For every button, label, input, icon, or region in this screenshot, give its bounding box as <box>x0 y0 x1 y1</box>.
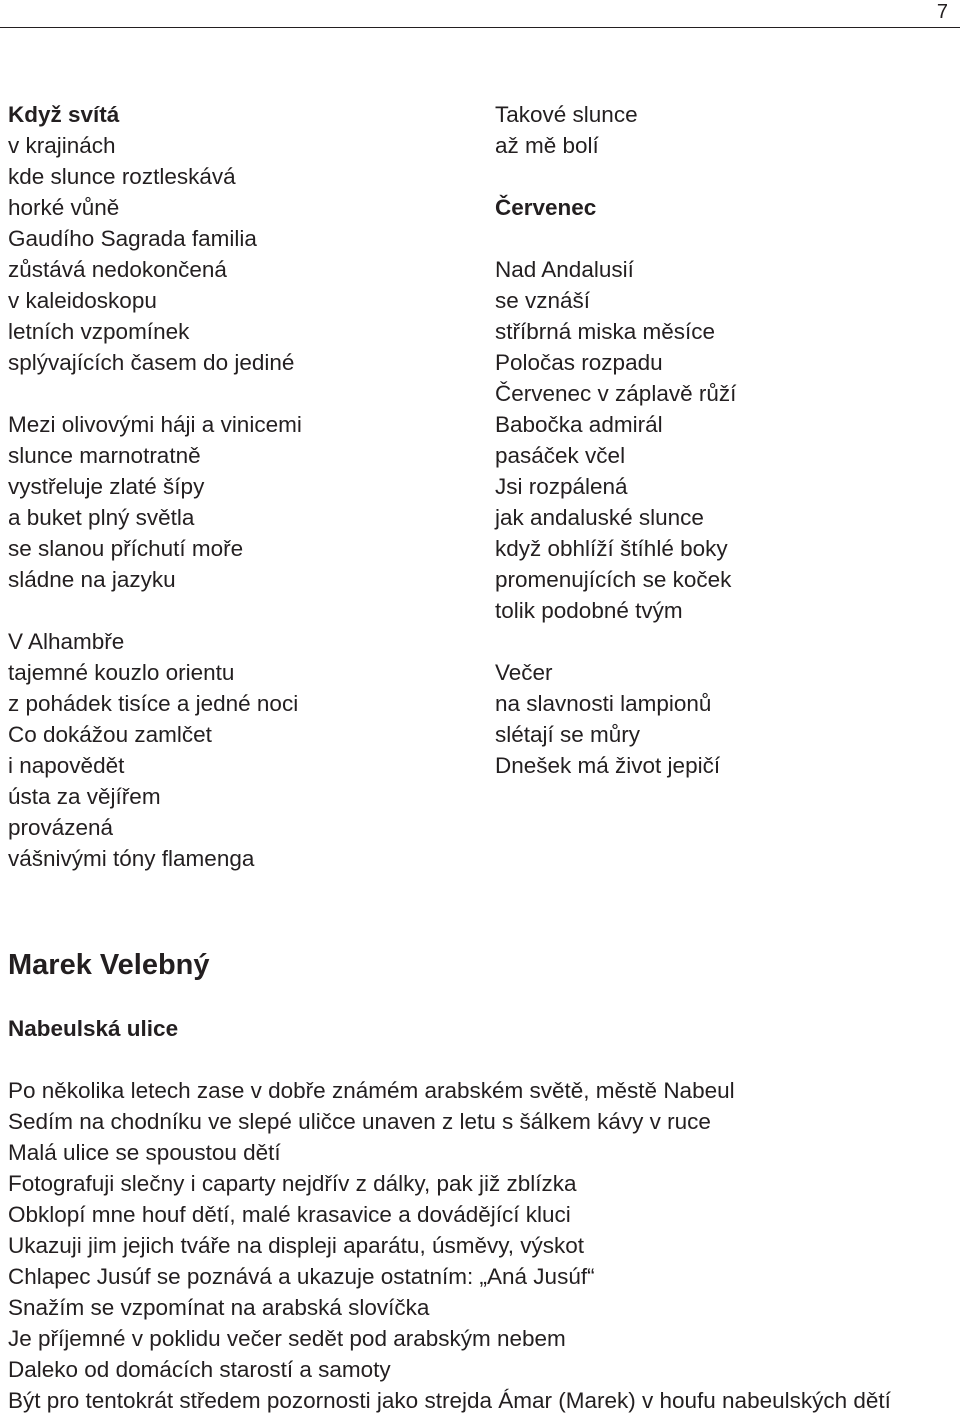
poem-line: V Alhambře <box>8 629 125 654</box>
stanza-break <box>8 378 302 409</box>
poem-line: Večer <box>495 660 553 685</box>
poem-line: Nad Andalusií <box>495 257 634 282</box>
poem-line: vášnivými tóny flamenga <box>8 846 255 871</box>
poem-line: se vznáší <box>495 288 591 313</box>
poem-line: Sedím na chodníku ve slepé uličce unaven z letu s šálkem kávy v ruce <box>8 1109 711 1134</box>
header-rule <box>0 27 960 28</box>
stanza-break <box>8 595 302 626</box>
poem-line: Když svítá <box>8 102 120 127</box>
poem-line: jak andaluské slunce <box>495 505 704 530</box>
poem-line: Jsi rozpálená <box>495 474 628 499</box>
stanza-break <box>495 223 736 254</box>
poem-line: v krajinách <box>8 133 116 158</box>
poem-line: Dnešek má život jepičí <box>495 753 721 778</box>
poem-line: tajemné kouzlo orientu <box>8 660 235 685</box>
poem-line: letních vzpomínek <box>8 319 190 344</box>
poem-line: slétají se můry <box>495 722 641 747</box>
poem-line: Fotografuji slečny i caparty nejdřív z dálky, pak již zblízka <box>8 1171 577 1196</box>
poem-line: sládne na jazyku <box>8 567 176 592</box>
poem-line: v kaleidoskopu <box>8 288 157 313</box>
poem-title: Nabeulská ulice <box>8 1016 179 1041</box>
author-name: Marek Velebný <box>8 949 210 981</box>
poem-line: pasáček včel <box>495 443 626 468</box>
stanza-break <box>495 161 736 192</box>
poem-title: Červenec <box>495 195 597 220</box>
poem-line: promenujících se koček <box>495 567 732 592</box>
poem-line: stříbrná miska měsíce <box>495 319 716 344</box>
poem-line: z pohádek tisíce a jedné noci <box>8 691 299 716</box>
poem-line: vystřeluje zlaté šípy <box>8 474 205 499</box>
poem-line: Snažím se vzpomínat na arabská slovíčka <box>8 1295 430 1320</box>
poem-line: a buket plný světla <box>8 505 195 530</box>
poem-line: Daleko od domácích starostí a samoty <box>8 1357 391 1382</box>
poem-line: slunce marnotratně <box>8 443 201 468</box>
poem-line: Takové slunce <box>495 102 638 127</box>
poem-line: Poločas rozpadu <box>495 350 663 375</box>
poem-line: Je příjemné v poklidu večer sedět pod arabským nebem <box>8 1326 566 1351</box>
poem-line: ústa za vějířem <box>8 784 161 809</box>
poem-line: zůstává nedokončená <box>8 257 227 282</box>
poem-line: Gaudího Sagrada familia <box>8 226 257 251</box>
poem-line: Babočka admirál <box>495 412 663 437</box>
poem-line: i napovědět <box>8 753 125 778</box>
poem-line: Mezi olivovými háji a vinicemi <box>8 412 302 437</box>
poem-line: tolik podobné tvým <box>495 598 683 623</box>
poem-line: Po několika letech zase v dobře známém arabském světě, městě Nabeul <box>8 1078 735 1103</box>
poem-left-column <box>8 99 302 874</box>
poem-line: až mě bolí <box>495 133 599 158</box>
stanza-break <box>495 626 736 657</box>
poem-line: na slavnosti lampionů <box>495 691 712 716</box>
poem-right-column <box>495 99 736 781</box>
poem-line: Červenec v záplavě růží <box>495 381 737 406</box>
page-number: 7 <box>936 1 948 23</box>
poem-body <box>8 1075 891 1416</box>
poem-line: splývajících časem do jediné <box>8 350 295 375</box>
poem-line: Chlapec Jusúf se poznává a ukazuje ostatním: „Aná Jusúf“ <box>8 1264 595 1289</box>
poem-line: Být pro tentokrát středem pozornosti jako strejda Ámar (Marek) v houfu nabeulských dětí <box>8 1388 891 1413</box>
poem-line: kde slunce roztleskává <box>8 164 236 189</box>
poem-line: Co dokážou zamlčet <box>8 722 212 747</box>
poem-line: Obklopí mne houf dětí, malé krasavice a dovádějící kluci <box>8 1202 571 1227</box>
poem-line: se slanou příchutí moře <box>8 536 244 561</box>
poem-line: horké vůně <box>8 195 120 220</box>
poem-line: když obhlíží štíhlé boky <box>495 536 728 561</box>
poem-line: Malá ulice se spoustou dětí <box>8 1140 281 1165</box>
poem-line: Ukazuji jim jejich tváře na displeji aparátu, úsměvy, výskot <box>8 1233 585 1258</box>
poem-line: provázená <box>8 815 114 840</box>
